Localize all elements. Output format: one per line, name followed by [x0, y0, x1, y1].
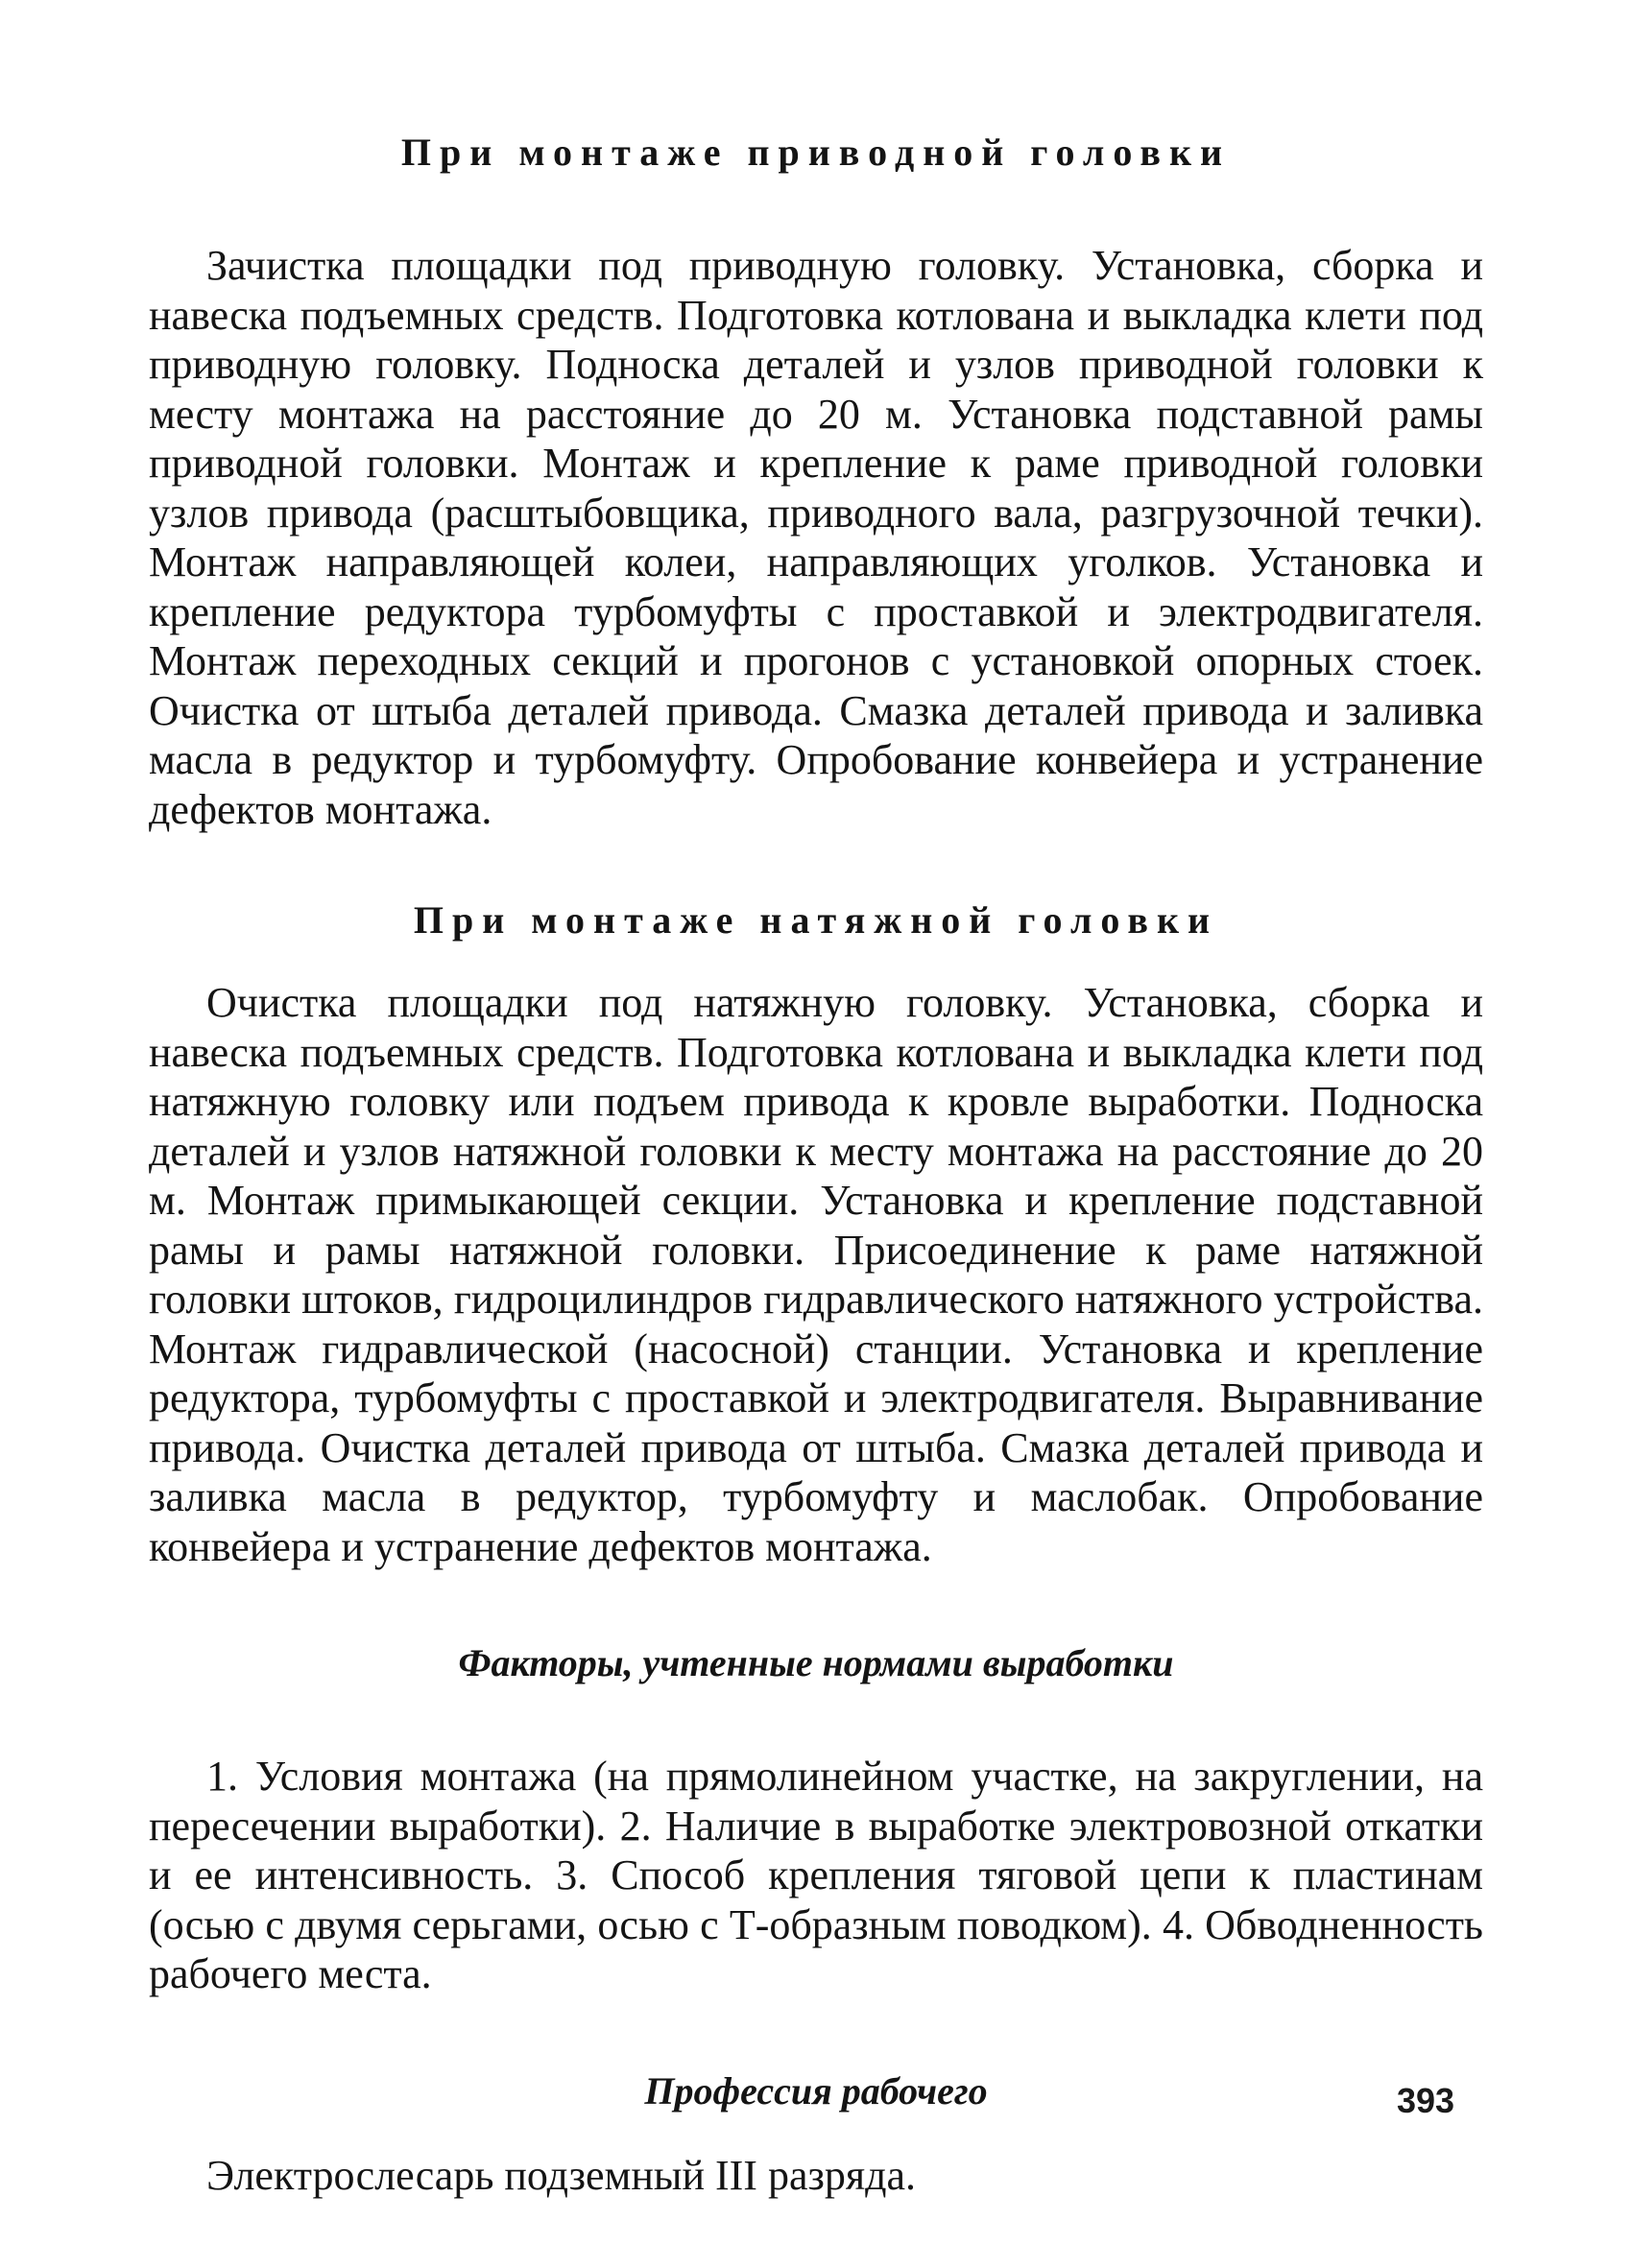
section-text-drive-head: Зачистка площадки под приводную головку. Установка, сборка и навеска подъемных средств. Подготовка котлована и выкладка клети под приводную головку. Подноска деталей и узлов приводной головки к месту монтажа на расстояние до 20 м. Установка подставной рамы приводной головки. Монтаж и крепление к раме приводной головки узлов привода (расштыбовщика, приводного вала, разгрузочной течки). Монтаж направляющей колеи, направляющих уголков. Установка и крепление редуктора турбомуфты с проставкой и электродвигателя. Монтаж переходных секций и прогонов с установкой опорных стоек. Очистка от штыба деталей привода. Смазка деталей привода и заливка масла в редуктор и турбомуфту. Опробование конвейера и устранение дефектов монтажа.	[149, 242, 1483, 833]
section-heading-profession: Профессия рабочего	[644, 2068, 988, 2113]
section-text-factors: 1. Условия монтажа (на прямолинейном участке, на закруглении, на пересечении выработки). 2. Наличие в выработке электровозной откатки и ее интенсивность. 3. Способ крепления тяговой цепи к пластинам (осью с двумя серьгами, осью с Т-образным поводком). 4. Обводненность рабочего места.	[149, 1753, 1483, 1997]
section-heading-tension-head: При монтаже натяжной головки	[413, 898, 1219, 942]
section-heading-factors: Факторы, учтенные нормами выработки	[458, 1641, 1174, 1684]
page-number: 393	[1397, 2081, 1455, 2120]
section-heading-drive-head: При монтаже приводной головки	[400, 131, 1232, 174]
section-text-tension-head: Очистка площадки под натяжную головку. Установка, сборка и навеска подъемных средств. Подготовка котлована и выкладка клети под натяжную головку или подъем привода к кровле выработки. Подноска деталей и узлов натяжной головки к месту монтажа на расстояние до 20 м. Монтаж примыкающей секции. Установка и крепление подставной рамы и рамы натяжной головки. Присоединение к раме натяжной головки штоков, гидроцилиндров гидравлического натяжного устройства. Монтаж гидравлической (насосной) станции. Установка и крепление редуктора, турбомуфты с проставкой и электродвигателя. Выравнивание привода. Очистка деталей привода от штыба. Смазка деталей привода и заливка масла в редуктор, турбомуфту и маслобак. Опробование конвейера и устранение дефектов монтажа.	[149, 979, 1483, 1570]
page-body	[149, 120, 1483, 2200]
section-text-profession: Электрослесарь подземный III разряда.	[206, 2151, 917, 2199]
